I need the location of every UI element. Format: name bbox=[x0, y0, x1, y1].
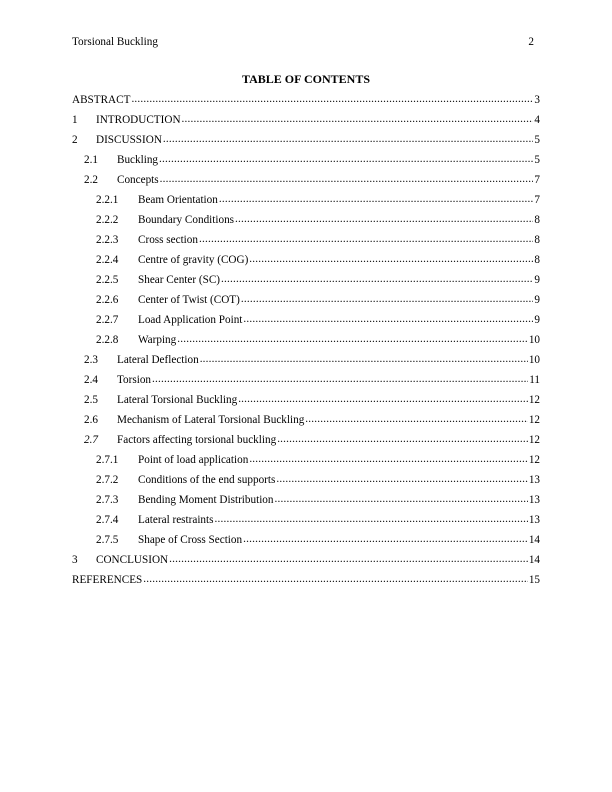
toc-entry-page: 12 bbox=[528, 454, 540, 466]
toc-entry[interactable] bbox=[72, 166, 540, 186]
toc-entry[interactable] bbox=[72, 126, 540, 146]
toc-entry-number: 2.2.1 bbox=[96, 194, 119, 206]
toc-entry-page: 8 bbox=[534, 234, 540, 246]
toc-entry[interactable] bbox=[72, 526, 540, 546]
toc-dot-leader bbox=[243, 313, 533, 326]
toc-entry-page: 14 bbox=[528, 534, 540, 546]
toc-entry-page: 5 bbox=[534, 134, 540, 146]
toc-entry-page: 8 bbox=[534, 254, 540, 266]
toc-entry-number: 2.4 bbox=[84, 374, 98, 386]
toc-entry-title[interactable]: INTRODUCTION bbox=[96, 114, 181, 126]
toc-entry-number: 2.2.6 bbox=[96, 294, 119, 306]
toc-entry[interactable] bbox=[72, 406, 540, 426]
toc-entry[interactable] bbox=[72, 186, 540, 206]
toc-entry[interactable] bbox=[72, 566, 540, 586]
toc-entry[interactable] bbox=[72, 386, 540, 406]
toc-dot-leader bbox=[235, 213, 533, 226]
toc-entry-page: 7 bbox=[534, 194, 540, 206]
toc-dot-leader bbox=[131, 93, 533, 106]
toc-entry-page: 13 bbox=[528, 474, 540, 486]
header-page-number: 2 bbox=[528, 36, 534, 48]
toc-entry[interactable] bbox=[72, 546, 540, 566]
toc-entry-page: 11 bbox=[529, 374, 540, 386]
toc-entry-title[interactable]: Shear Center (SC) bbox=[138, 274, 221, 286]
toc-entry-number: 2.7.4 bbox=[96, 514, 119, 526]
toc-entry-number: 2.1 bbox=[84, 154, 98, 166]
toc-entry-page: 13 bbox=[528, 514, 540, 526]
toc-entry-number: 2.3 bbox=[84, 354, 98, 366]
toc-entry-title[interactable]: Centre of gravity (COG) bbox=[138, 254, 249, 266]
toc-title: TABLE OF CONTENTS bbox=[241, 72, 371, 86]
toc-entry-number: 3 bbox=[72, 554, 78, 566]
toc-entry-page: 14 bbox=[528, 554, 540, 566]
toc-entry-title[interactable]: Conditions of the end supports bbox=[138, 474, 276, 486]
toc-entry-number: 2.7.3 bbox=[96, 494, 119, 506]
toc-entry-number: 2.2.3 bbox=[96, 234, 119, 246]
toc-dot-leader bbox=[163, 133, 533, 146]
toc-entry-page: 5 bbox=[534, 154, 540, 166]
toc-entry-number: 2.7.1 bbox=[96, 454, 119, 466]
toc-entry-title[interactable]: Boundary Conditions bbox=[138, 214, 235, 226]
page-header bbox=[72, 36, 540, 52]
toc-dot-leader bbox=[275, 493, 528, 506]
toc-dot-leader bbox=[219, 193, 533, 206]
toc-entry-title[interactable]: Cross section bbox=[138, 234, 198, 246]
toc-entry[interactable] bbox=[72, 266, 540, 286]
toc-entry-title[interactable]: Bending Moment Distribution bbox=[138, 494, 274, 506]
toc-entry-title[interactable]: Mechanism of Lateral Torsional Buckling bbox=[117, 414, 305, 426]
toc-dot-leader bbox=[249, 253, 533, 266]
toc-entry[interactable] bbox=[72, 246, 540, 266]
toc-entry-number: 2.2.4 bbox=[96, 254, 119, 266]
toc-entry[interactable] bbox=[72, 486, 540, 506]
toc-entry[interactable] bbox=[72, 446, 540, 466]
table-of-contents bbox=[72, 86, 540, 586]
toc-entry[interactable] bbox=[72, 106, 540, 126]
toc-entry-number: 2.7.2 bbox=[96, 474, 119, 486]
toc-entry-title[interactable]: Warping bbox=[138, 334, 177, 346]
toc-entry-title[interactable]: CONCLUSION bbox=[96, 554, 169, 566]
toc-entry[interactable] bbox=[72, 466, 540, 486]
toc-dot-leader bbox=[241, 293, 533, 306]
toc-dot-leader bbox=[160, 173, 533, 186]
toc-entry-number: 2.2.8 bbox=[96, 334, 119, 346]
toc-entry-page: 10 bbox=[528, 354, 540, 366]
toc-entry-page: 4 bbox=[534, 114, 540, 126]
toc-entry-page: 7 bbox=[534, 174, 540, 186]
toc-dot-leader bbox=[276, 473, 527, 486]
toc-dot-leader bbox=[152, 373, 528, 386]
toc-entry-number: 2.5 bbox=[84, 394, 98, 406]
toc-entry-title[interactable]: Beam Orientation bbox=[138, 194, 218, 206]
toc-entry-title[interactable]: Factors affecting torsional buckling bbox=[117, 434, 277, 446]
toc-entry-title[interactable]: Lateral Deflection bbox=[117, 354, 199, 366]
toc-entry-title[interactable]: Point of load application bbox=[138, 454, 249, 466]
toc-entry-number: 2 bbox=[72, 134, 78, 146]
toc-entry-number: 2.2.2 bbox=[96, 214, 119, 226]
toc-dot-leader bbox=[159, 153, 533, 166]
toc-entry-number: 2.7 bbox=[84, 434, 98, 446]
toc-entry-page: 8 bbox=[534, 214, 540, 226]
toc-entry-title[interactable]: Shape of Cross Section bbox=[138, 534, 243, 546]
toc-dot-leader bbox=[277, 433, 528, 446]
toc-dot-leader bbox=[238, 393, 528, 406]
toc-entry-page: 9 bbox=[534, 314, 540, 326]
toc-dot-leader bbox=[143, 573, 528, 586]
toc-dot-leader bbox=[214, 513, 527, 526]
toc-entry-title[interactable]: Torsion bbox=[117, 374, 152, 386]
toc-dot-leader bbox=[177, 333, 528, 346]
toc-entry-title[interactable]: Lateral restraints bbox=[138, 514, 214, 526]
toc-entry-page: 12 bbox=[528, 394, 540, 406]
header-title: Torsional Buckling bbox=[72, 36, 158, 48]
toc-entry-number: 2.6 bbox=[84, 414, 98, 426]
toc-entry[interactable] bbox=[72, 346, 540, 366]
toc-entry-page: 12 bbox=[528, 434, 540, 446]
toc-entry[interactable] bbox=[72, 86, 540, 106]
toc-entry-number: 2.2.7 bbox=[96, 314, 119, 326]
toc-dot-leader bbox=[249, 453, 528, 466]
toc-entry[interactable] bbox=[72, 306, 540, 326]
toc-entry-number: 2.2.5 bbox=[96, 274, 119, 286]
toc-entry-page: 13 bbox=[528, 494, 540, 506]
toc-entry-number: 2.2 bbox=[84, 174, 98, 186]
toc-entry-page: 12 bbox=[528, 414, 540, 426]
toc-entry-title[interactable]: Center of Twist (COT) bbox=[138, 294, 240, 306]
toc-entry-page: 15 bbox=[528, 574, 540, 586]
toc-dot-leader bbox=[200, 353, 528, 366]
toc-dot-leader bbox=[169, 553, 528, 566]
toc-dot-leader bbox=[305, 413, 528, 426]
toc-dot-leader bbox=[199, 233, 533, 246]
toc-entry[interactable] bbox=[72, 366, 540, 386]
toc-dot-leader bbox=[221, 273, 533, 286]
toc-entry[interactable] bbox=[72, 426, 540, 446]
toc-entry-title[interactable]: Concepts bbox=[117, 174, 159, 186]
toc-entry-title[interactable]: Lateral Torsional Buckling bbox=[117, 394, 238, 406]
toc-entry-page: 3 bbox=[534, 94, 540, 106]
toc-entry-number: 1 bbox=[72, 114, 78, 126]
toc-entry[interactable] bbox=[72, 226, 540, 246]
toc-dot-leader bbox=[182, 113, 533, 126]
toc-entry[interactable] bbox=[72, 206, 540, 226]
toc-entry-title[interactable]: ABSTRACT bbox=[72, 94, 131, 106]
toc-entry-title[interactable]: Buckling bbox=[117, 154, 159, 166]
toc-entry-title[interactable]: Load Application Point bbox=[138, 314, 243, 326]
toc-entry-page: 9 bbox=[534, 294, 540, 306]
toc-entry[interactable] bbox=[72, 146, 540, 166]
toc-entry-title[interactable]: REFERENCES bbox=[72, 574, 143, 586]
toc-entry[interactable] bbox=[72, 326, 540, 346]
toc-entry[interactable] bbox=[72, 506, 540, 526]
toc-entry-page: 10 bbox=[528, 334, 540, 346]
toc-entry-page: 9 bbox=[534, 274, 540, 286]
toc-entry-title[interactable]: DISCUSSION bbox=[96, 134, 162, 146]
toc-entry-number: 2.7.5 bbox=[96, 534, 119, 546]
toc-dot-leader bbox=[243, 533, 528, 546]
toc-entry[interactable] bbox=[72, 286, 540, 306]
